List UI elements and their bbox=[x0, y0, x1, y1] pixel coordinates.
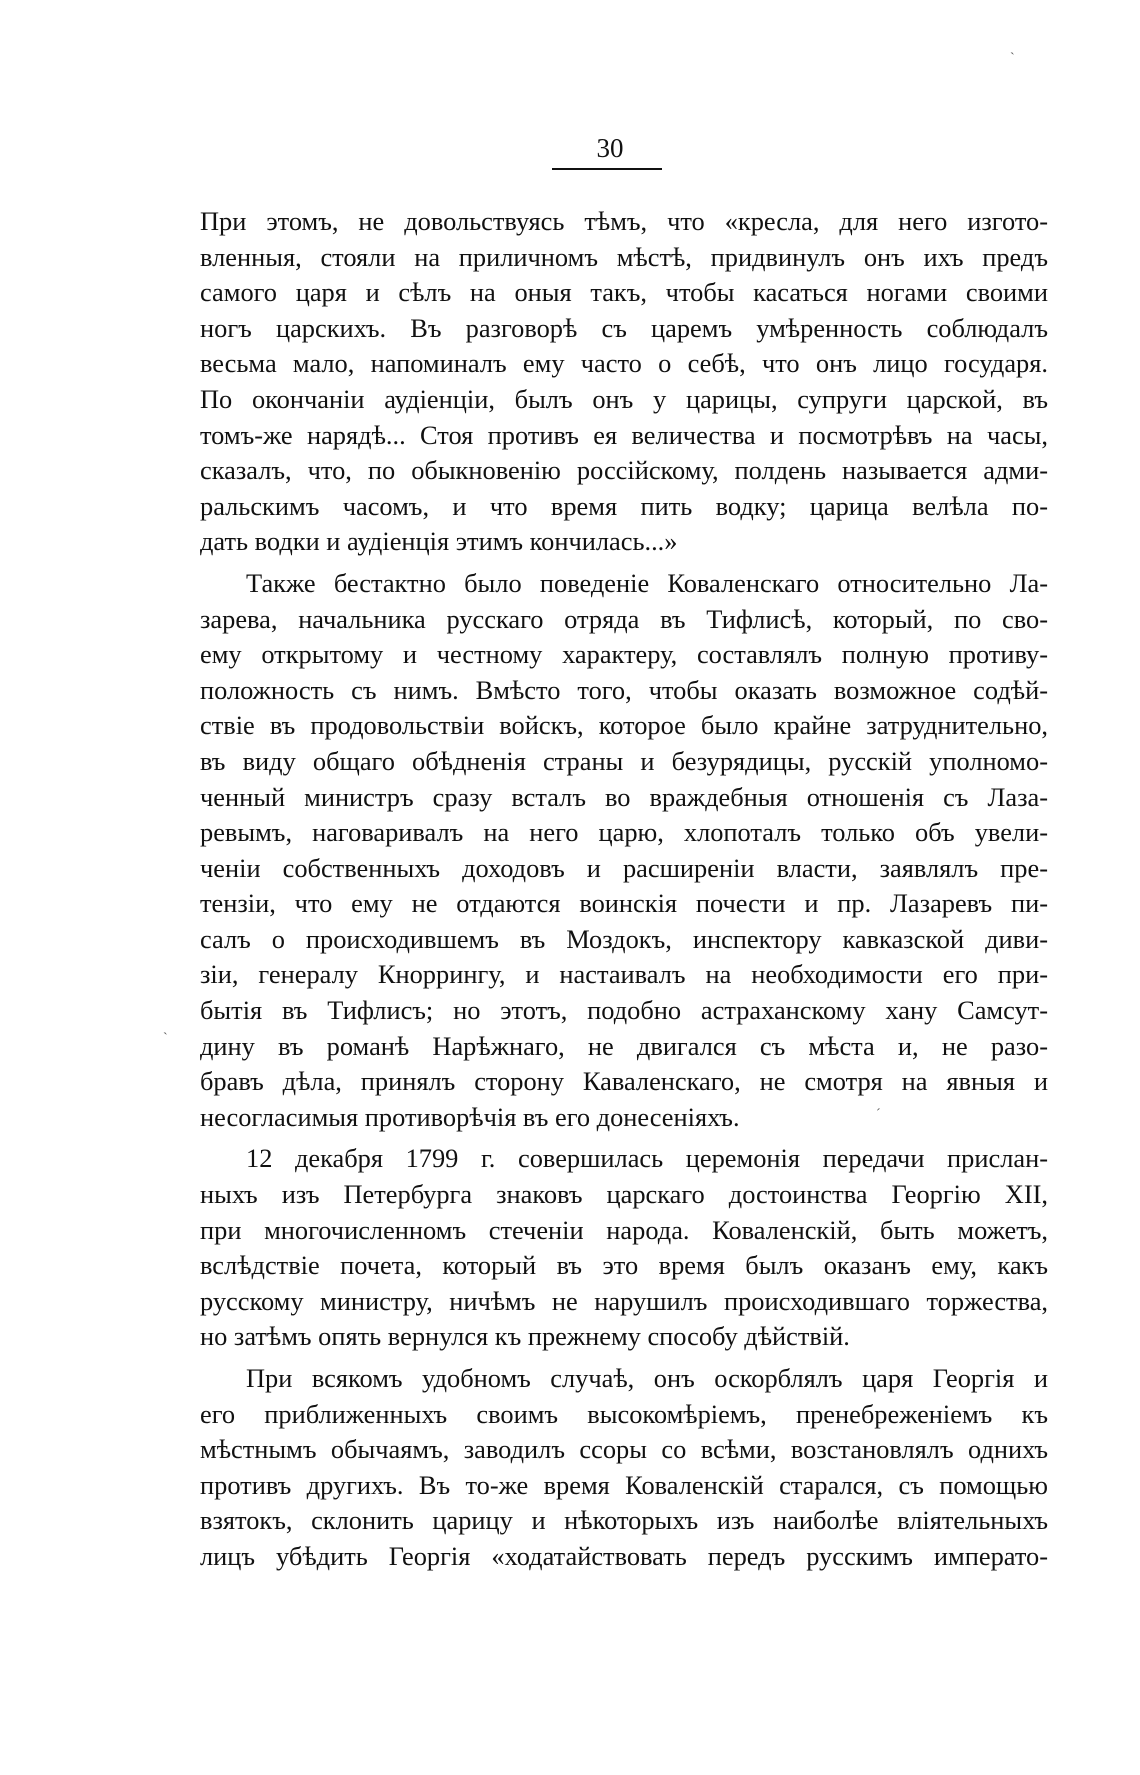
text-line: томъ-же нарядѣ... Стоя противъ ея величества и посмотрѣвъ на часы, bbox=[200, 419, 1048, 450]
text-line: взятокъ, склонить царицу и нѣкоторыхъ изъ наиболѣе вліятельныхъ bbox=[200, 1505, 1048, 1536]
body-text bbox=[200, 204, 1048, 1575]
text-line: ныхъ изъ Петербурга знаковъ царскаго достоинства Георгію XII, bbox=[200, 1179, 1048, 1210]
text-line: тензіи, что ему не отдаются воинскія почести и пр. Лазаревъ пи- bbox=[200, 888, 1048, 919]
text-line: При этомъ, не довольствуясь тѣмъ, что «кресла, для него изгото- bbox=[200, 206, 1048, 236]
text-line: салъ о происходившемъ въ Моздокъ, инспектору кавказской диви- bbox=[200, 923, 1048, 954]
text-line: его приближенныхъ своимъ высокомѣріемъ, пренебреженіемъ къ bbox=[200, 1398, 1048, 1429]
text-line: ченный министръ сразу всталъ во враждебныя отношенія съ Лаза- bbox=[200, 781, 1048, 812]
text-line: бравъ дѣла, принялъ сторону Каваленскаго, не смотря на явныя и bbox=[200, 1066, 1048, 1097]
text-line: сказалъ, что, по обыкновенію россійскому, полдень называется адми- bbox=[200, 455, 1048, 486]
text-line: мѣстнымъ обычаямъ, заводилъ ссоры со всѣми, возстановлялъ однихъ bbox=[200, 1434, 1048, 1465]
page-number-rule bbox=[552, 168, 662, 170]
page-number: 30 bbox=[596, 133, 624, 163]
scan-speck: ˊ bbox=[876, 1107, 881, 1122]
text-line: вленныя, стояли на приличномъ мѣстѣ, придвинулъ онъ ихъ предъ bbox=[200, 241, 1048, 272]
text-line: ствіе въ продовольствіи войскъ, которое было крайне затруднительно, bbox=[200, 710, 1048, 741]
text-line: противъ другихъ. Въ то-же время Коваленскій старался, съ помощью bbox=[200, 1469, 1048, 1500]
text-line: въ виду общаго обѣдненія страны и безурядицы, русскій уполномо- bbox=[200, 745, 1048, 776]
text-line: зіи, генералу Кноррингу, и настаивалъ на необходимости его при- bbox=[200, 959, 1048, 990]
text-line: самого царя и сѣлъ на оныя такъ, чтобы касаться ногами своими bbox=[200, 277, 1048, 308]
text-line: лицъ убѣдить Георгія «ходатайствовать передъ русскимъ императо- bbox=[200, 1540, 1048, 1571]
text-line: бытія въ Тифлисъ; но этотъ, подобно астраханскому хану Самсут- bbox=[200, 995, 1048, 1026]
text-line: при многочисленномъ стеченіи народа. Коваленскій, быть можетъ, bbox=[200, 1214, 1048, 1245]
text-line: дать водки и аудіенція этимъ кончилась...» bbox=[200, 526, 678, 557]
text-line: ревымъ, наговаривалъ на него царю, хлопоталъ только объ увели- bbox=[200, 817, 1048, 848]
text-line: По окончаніи аудіенціи, былъ онъ у царицы, супруги царской, въ bbox=[200, 383, 1048, 414]
text-line: весьма мало, напоминалъ ему часто о себѣ, что онъ лицо государя. bbox=[200, 348, 1048, 379]
text-line: ченіи собственныхъ доходовъ и расширеніи власти, заявлялъ пре- bbox=[200, 852, 1048, 883]
text-line: ногъ царскихъ. Въ разговорѣ съ царемъ умѣренность соблюдалъ bbox=[200, 312, 1048, 343]
text-line: ральскимъ часомъ, и что время пить водку; царица велѣла по- bbox=[200, 490, 1048, 521]
text-line: несогласимыя противорѣчія въ его донесеніяхъ. bbox=[200, 1101, 740, 1132]
text-line: но затѣмъ опять вернулся къ прежнему способу дѣйствій. bbox=[200, 1321, 850, 1352]
text-line: При всякомъ удобномъ случаѣ, онъ оскорблялъ царя Георгія и bbox=[246, 1363, 1048, 1393]
text-line: зарева, начальника русскаго отряда въ Тифлисѣ, который, по сво- bbox=[200, 603, 1048, 634]
scan-speck: ˋ bbox=[1010, 51, 1015, 66]
text-line: 12 декабря 1799 г. совершилась церемонія передачи прислан- bbox=[246, 1143, 1048, 1174]
text-line: Также бестактно было поведеніе Коваленскаго относительно Ла- bbox=[246, 567, 1048, 598]
text-line: положность съ нимъ. Вмѣсто того, чтобы оказать возможное содѣй- bbox=[200, 674, 1048, 705]
text-line: ему открытому и честному характеру, составлялъ полную противу- bbox=[200, 639, 1048, 670]
text-line: дину въ романѣ Нарѣжнаго, не двигался съ мѣста и, не разо- bbox=[200, 1030, 1048, 1061]
scan-speck: ˋ bbox=[163, 1031, 168, 1046]
text-line: русскому министру, ничѣмъ не нарушилъ происходившаго торжества, bbox=[200, 1285, 1048, 1316]
text-line: вслѣдствіе почета, который въ это время былъ оказанъ ему, какъ bbox=[200, 1250, 1048, 1281]
